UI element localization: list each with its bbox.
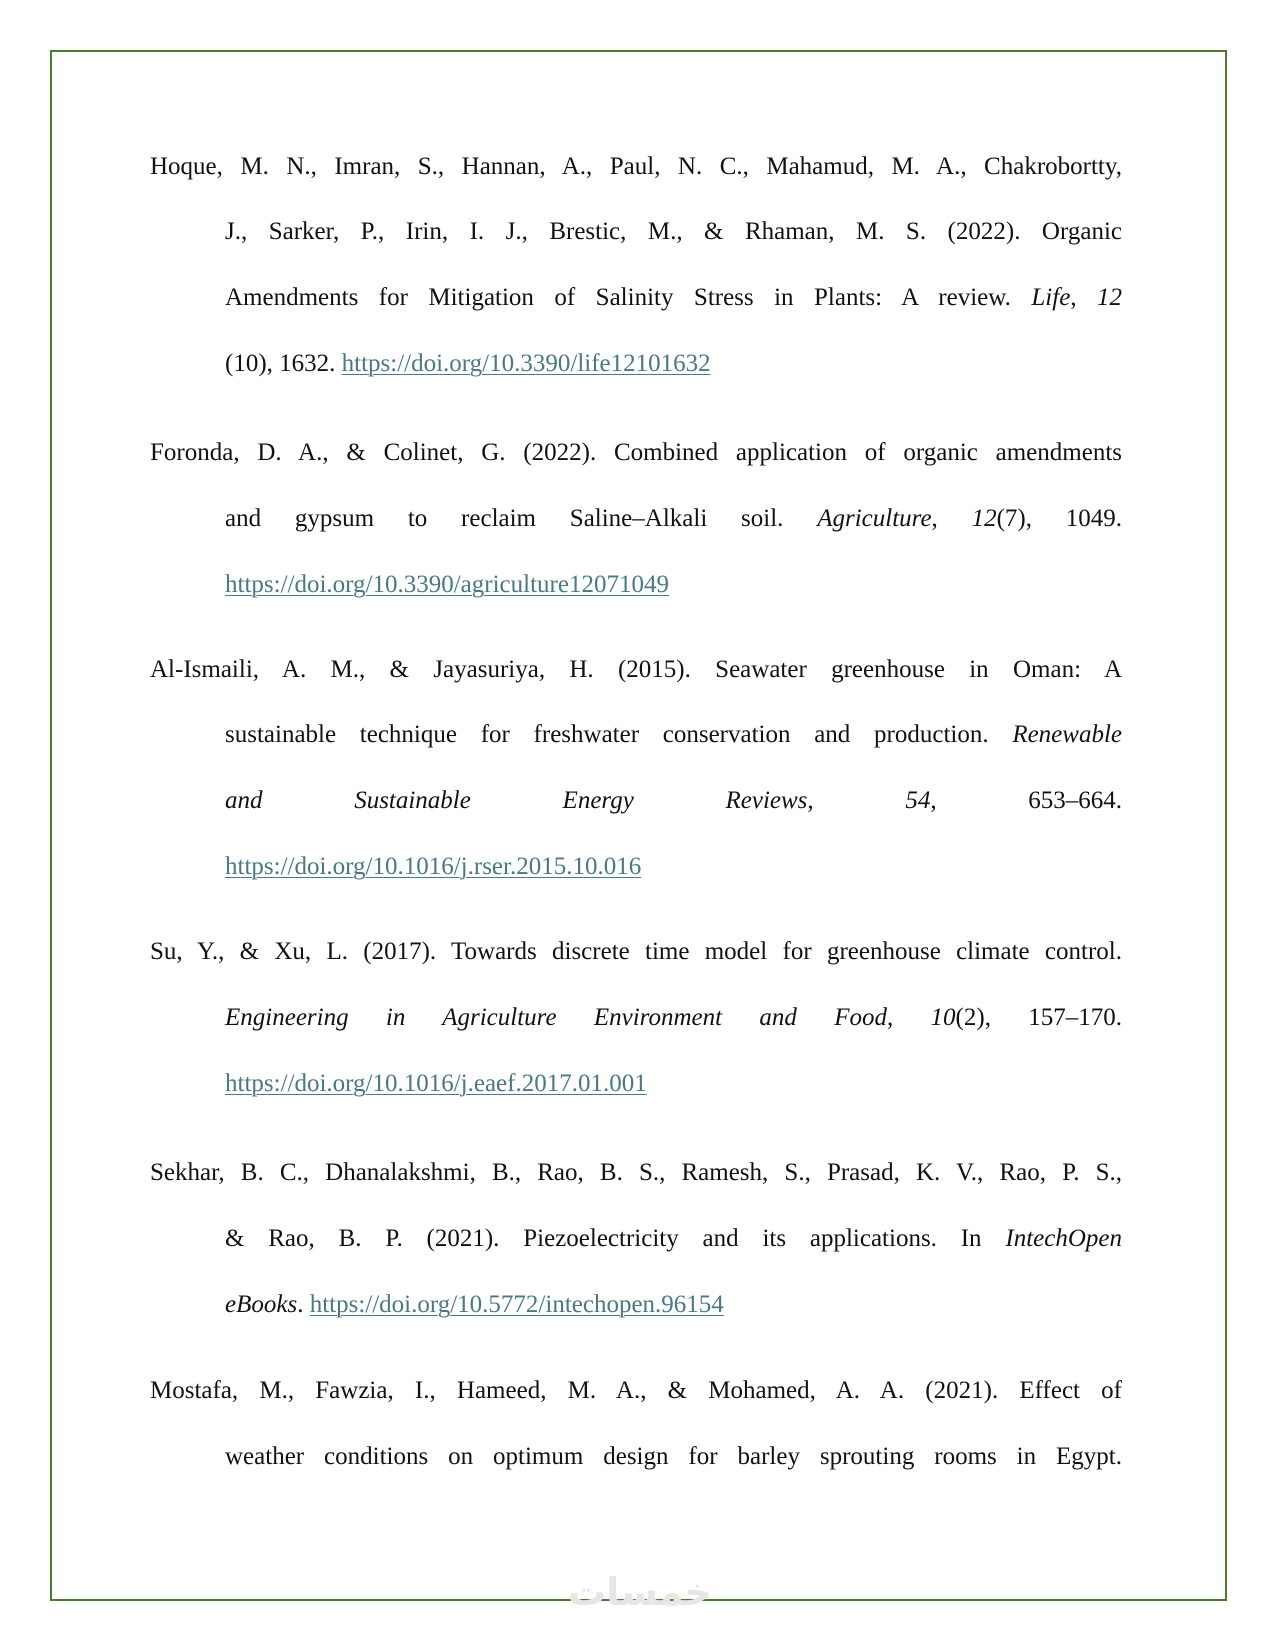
- reference-source: eBooks: [225, 1291, 298, 1318]
- reference-pages: 653–664.: [1028, 787, 1123, 814]
- reference-volume: 54: [905, 787, 931, 814]
- separator: ,: [886, 1004, 894, 1031]
- doi-link[interactable]: https://doi.org/10.1016/j.eaef.2017.01.001: [225, 1070, 647, 1097]
- doi-link[interactable]: https://doi.org/10.3390/agriculture12071049: [225, 571, 669, 598]
- reference-line: [225, 1003, 1122, 1033]
- doi-link[interactable]: https://doi.org/10.5772/intechopen.96154: [309, 1291, 724, 1318]
- reference-issue-pages: (10), 1632.: [225, 350, 336, 377]
- reference-line: [225, 1442, 1122, 1472]
- reference-journal: Agriculture: [817, 505, 932, 532]
- separator: ,: [931, 505, 938, 532]
- reference-volume: 12: [971, 505, 997, 532]
- reference-source: IntechOpen: [1005, 1225, 1122, 1252]
- reference-title: Amendments for Mitigation of Salinity Stress in Plants: A review.: [225, 284, 1011, 311]
- reference-line: [150, 438, 1122, 468]
- reference-line: [150, 152, 1122, 182]
- reference-text: Foronda, D. A., & Colinet, G. (2022). Combined application of organic amendments: [150, 439, 1122, 466]
- reference-volume: 12: [1097, 284, 1123, 311]
- reference-text: Su, Y., & Xu, L. (2017). Towards discrete time model for greenhouse climate control.: [150, 938, 1122, 965]
- reference-journal: Life: [1031, 284, 1071, 311]
- reference-line: [225, 570, 1122, 600]
- reference-title: sustainable technique for freshwater conservation and production.: [225, 721, 989, 748]
- reference-journal: Renewable: [1012, 721, 1122, 748]
- reference-text: Mostafa, M., Fawzia, I., Hameed, M. A., & Mohamed, A. A. (2021). Effect of: [150, 1377, 1122, 1404]
- reference-line: [225, 1290, 1122, 1320]
- reference-title: weather conditions on optimum design for barley sprouting rooms in Egypt.: [225, 1443, 1122, 1470]
- reference-line: [225, 720, 1122, 750]
- reference-line: [225, 504, 1122, 534]
- reference-title: and gypsum to reclaim Saline–Alkali soil.: [225, 505, 784, 532]
- reference-line: [225, 1224, 1122, 1254]
- reference-issue-pages: (7), 1049.: [996, 505, 1123, 532]
- reference-line: [225, 349, 1122, 379]
- reference-journal: Energy: [562, 787, 634, 814]
- reference-title: & Rao, B. P. (2021). Piezoelectricity and its applications. In: [225, 1225, 982, 1252]
- reference-line: [150, 1158, 1122, 1188]
- reference-line: [150, 1376, 1122, 1406]
- reference-line: [150, 937, 1122, 967]
- reference-text: Al-Ismaili, A. M., & Jayasuriya, H. (2015). Seawater greenhouse in Oman: A: [150, 656, 1122, 683]
- doi-link[interactable]: https://doi.org/10.3390/life12101632: [341, 350, 711, 377]
- reference-authors: Sekhar, B. C., Dhanalakshmi, B., Rao, B. S., Ramesh, S., Prasad, K. V., Rao, P. S.,: [150, 1159, 1122, 1186]
- doi-link[interactable]: https://doi.org/10.1016/j.rser.2015.10.016: [225, 853, 642, 880]
- reference-journal: Reviews: [725, 787, 808, 814]
- reference-line: [225, 786, 1122, 816]
- reference-line: [225, 852, 1122, 882]
- reference-journal: and: [225, 787, 263, 814]
- reference-text: J., Sarker, P., Irin, I. J., Brestic, M., & Rhaman, M. S. (2022). Organic: [225, 218, 1122, 245]
- reference-journal: Sustainable: [354, 787, 471, 814]
- reference-line: [225, 1069, 1122, 1099]
- watermark-logo: خمسات: [568, 1570, 712, 1614]
- reference-volume: 10: [930, 1004, 956, 1031]
- reference-line: [225, 283, 1122, 313]
- reference-issue-pages: (2), 157–170.: [955, 1004, 1123, 1031]
- reference-line: [150, 655, 1122, 685]
- separator: ,: [807, 787, 814, 814]
- reference-line: [225, 217, 1122, 247]
- separator: ,: [1070, 284, 1077, 311]
- separator: ,: [930, 787, 937, 814]
- reference-authors: Hoque, M. N., Imran, S., Hannan, A., Paul, N. C., Mahamud, M. A., Chakrobortty,: [150, 153, 1122, 180]
- reference-journal: Engineering in Agriculture Environment and Food: [225, 1004, 887, 1031]
- separator: .: [297, 1291, 304, 1318]
